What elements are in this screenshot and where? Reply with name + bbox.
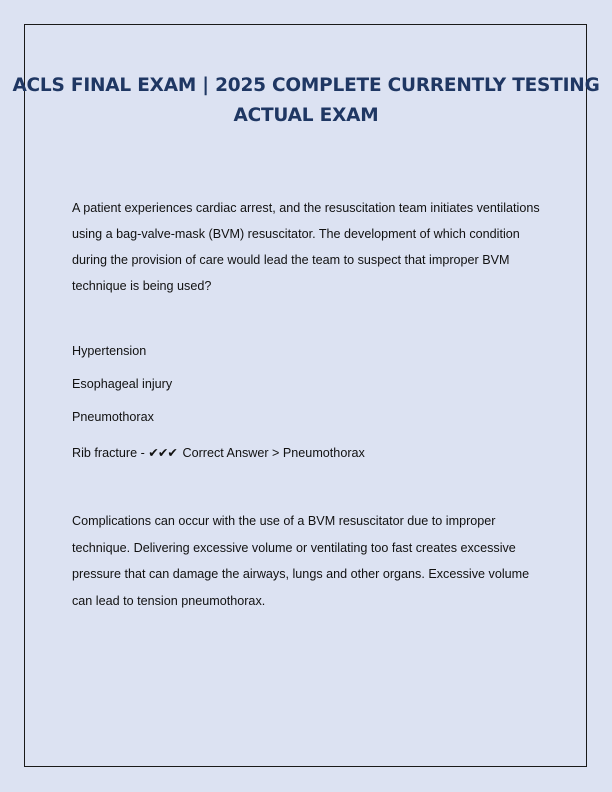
answer-option-hypertension: Hypertension: [72, 344, 147, 358]
question-text: A patient experiences cardiac arrest, and the resuscitation team initiates ventilations using a bag-valve-mask (BVM) resuscitator. The development of which condition during the provision of care would lead the team to suspect that improper BVM technique is being used?: [72, 201, 540, 293]
checkmark-icon: ✔✔✔: [148, 445, 177, 460]
answer-explanation: Complications can occur with the use of a BVM resuscitator due to improper technique. Delivering excessive volume or ventilating too fast creates excessive pressure that can damage the airways, lungs and other organs. Excessive volume can lead to tension pneumothorax.: [72, 514, 530, 608]
answer-option-esophageal-injury: Esophageal injury: [72, 377, 173, 391]
correct-answer-text: Correct Answer > Pneumothorax: [178, 446, 365, 460]
answer-option-rib-fracture-with-answer: [72, 443, 365, 463]
answer-separator: -: [137, 446, 149, 460]
exam-title: ACLS FINAL EXAM | 2025 COMPLETE CURRENTLY TESTING ACTUAL EXAM: [12, 75, 600, 126]
page-border: [24, 24, 587, 767]
answer-option-pneumothorax: Pneumothorax: [72, 410, 154, 424]
answer-option-rib-fracture: Rib fracture: [72, 446, 138, 460]
